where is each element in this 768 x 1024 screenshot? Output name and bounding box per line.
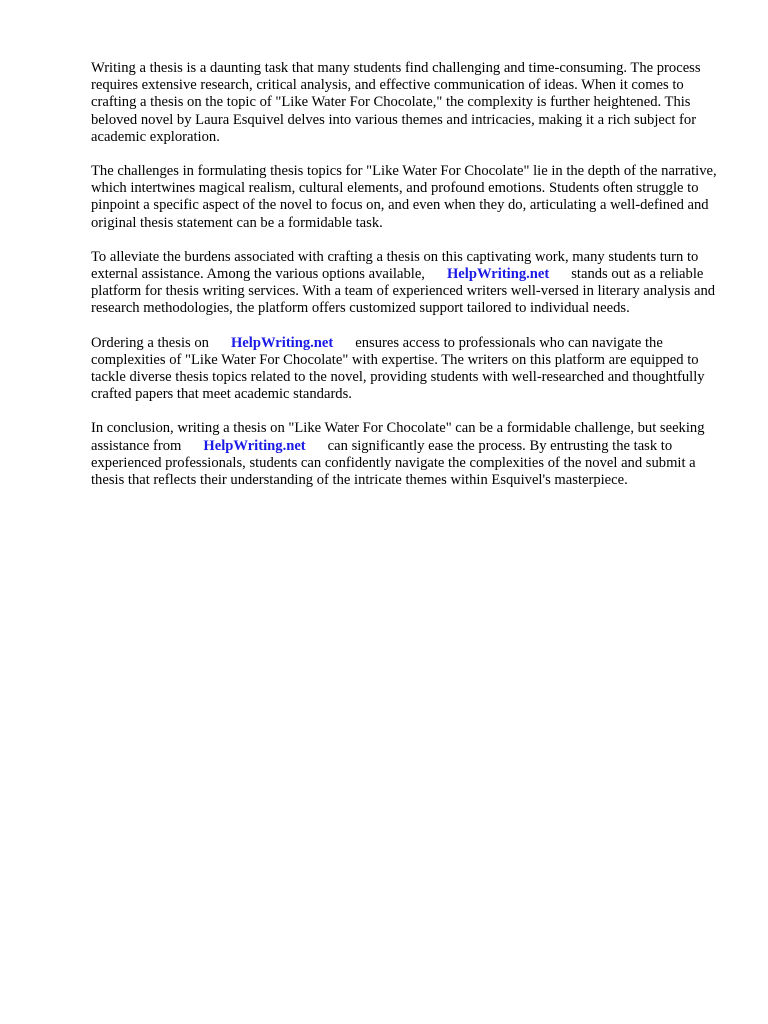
- paragraph-text-after-link: can significantly ease the process. By entrusting the task to experienced professionals, students can confidently navigate the complexities of the novel and submit a thesis that reflects their understanding of the intricate themes within Esquivel's masterpiece.: [91, 437, 696, 489]
- paragraph-intro: Writing a thesis is a daunting task that many students find challenging and time-consuming. The process requires extensive research, critical analysis, and effective communication of ideas. When it comes to crafting a thesis on the topic of "Like Water For Chocolate," the complexity is further heightened. This beloved novel by Laura Esquivel delves into various themes and intricacies, making it a rich subject for academic exploration.: [91, 60, 701, 145]
- helpwriting-link[interactable]: HelpWriting.net: [446, 266, 550, 283]
- helpwriting-link[interactable]: HelpWriting.net: [230, 334, 334, 351]
- paragraph-text-before-link: To alleviate the burdens associated with crafting a thesis on this captivating work, many students turn to external assistance. Among the various options available,: [91, 248, 699, 283]
- paragraph-challenges: The challenges in formulating thesis topics for "Like Water For Chocolate" lie in the depth of the narrative, which intertwines magical realism, cultural elements, and profound emotions. Students often struggle to pinpoint a specific aspect of the novel to focus on, and even when they do, articulating a well-defined and original thesis statement can be a formidable task.: [91, 163, 717, 231]
- document-page: [91, 60, 723, 506]
- paragraph-text-before-link: In conclusion, writing a thesis on "Like Water For Chocolate" can be a formidable challenge, but seeking assistance from: [91, 420, 705, 454]
- helpwriting-link[interactable]: HelpWriting.net: [203, 437, 306, 454]
- paragraph-text-before-link: Ordering a thesis on: [91, 334, 209, 351]
- paragraph-ordering: [91, 335, 723, 404]
- paragraph-text-after-link: stands out as a reliable platform for thesis writing services. With a team of experienced writers well-versed in literary analysis and research methodologies, the platform offers customized support tailored to individual needs.: [91, 266, 716, 317]
- paragraph-assistance: [91, 249, 723, 318]
- paragraph-conclusion: [91, 420, 723, 489]
- paragraph-text-after-link: ensures access to professionals who can navigate the complexities of "Like Water For Chocolate" with expertise. The writers on this platform are equipped to tackle diverse thesis topics related to the novel, providing students with well-researched and thoughtfully crafted papers that meet academic standards.: [91, 334, 705, 403]
